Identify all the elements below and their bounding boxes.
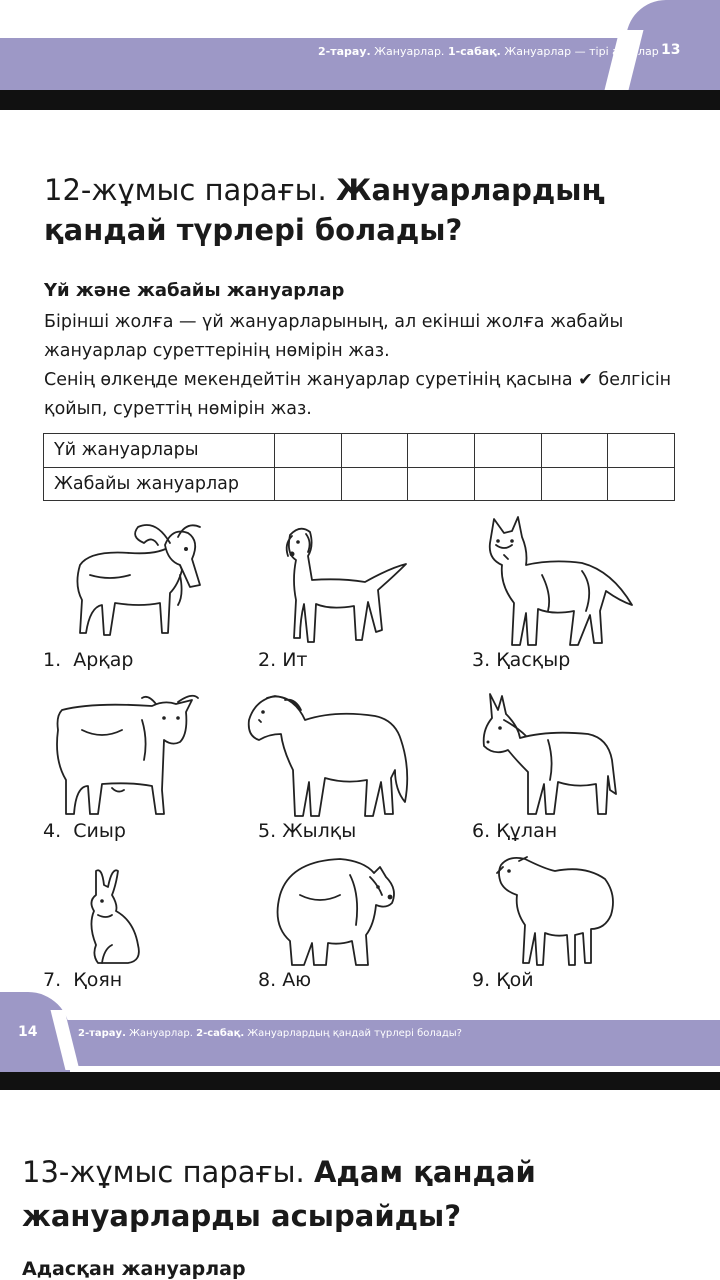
- section-heading: Үй және жабайы жануарлар: [44, 280, 345, 301]
- horse-illustration: [245, 690, 415, 820]
- answer-cell[interactable]: [474, 434, 541, 468]
- answer-cell[interactable]: [474, 467, 541, 501]
- instruction-2: Сенің өлкеңде мекендейтін жануарлар суретінің қасына ✔ белгісін қойып, суреттің нөмірін жаз.: [44, 370, 672, 419]
- animal-caption-3: 3. Қасқыр: [472, 649, 571, 671]
- worksheet-title: 12-жұмыс парағы. Жануарлардың қандай түрлері болады?: [44, 173, 605, 247]
- animal-caption-5: 5. Жылқы: [258, 820, 357, 842]
- row-label-wild: Жабайы жануарлар: [44, 467, 275, 501]
- answer-cell[interactable]: [608, 434, 675, 468]
- page-separator: [0, 90, 720, 110]
- answer-cell[interactable]: [408, 467, 475, 501]
- worksheet-title-13: 13-жұмыс парағы. Адам қандай жануарларды асырайды?: [22, 1155, 536, 1233]
- page-separator: [0, 1072, 720, 1090]
- page-number: 14: [18, 1024, 38, 1040]
- animal-caption-9: 9. Қой: [472, 969, 534, 991]
- sheep-illustration: [495, 855, 620, 970]
- animal-caption-2: 2. Ит: [258, 649, 308, 671]
- bear-illustration: [260, 855, 400, 970]
- answer-cell[interactable]: [541, 467, 608, 501]
- hare-illustration: [78, 865, 148, 970]
- table-row: [44, 467, 675, 501]
- answer-cell[interactable]: [275, 434, 342, 468]
- instructions: [44, 308, 684, 424]
- table-row: [44, 434, 675, 468]
- answer-cell[interactable]: [608, 467, 675, 501]
- row-label-domestic: Үй жануарлары: [44, 434, 275, 468]
- dog-illustration: [270, 520, 410, 650]
- answer-table: [43, 433, 675, 501]
- animal-caption-1: 1. Арқар: [43, 649, 134, 671]
- answer-cell[interactable]: [408, 434, 475, 468]
- answer-cell[interactable]: [541, 434, 608, 468]
- answer-cell[interactable]: [275, 467, 342, 501]
- animal-caption-8: 8. Аю: [258, 969, 312, 991]
- kulan-illustration: [478, 690, 628, 820]
- section-heading-13: Адасқан жануарлар: [22, 1258, 246, 1280]
- answer-cell[interactable]: [341, 467, 408, 501]
- animal-caption-7: 7. Қоян: [43, 969, 123, 991]
- cow-illustration: [52, 690, 212, 820]
- running-header: 2-тарау. Жануарлар. 1-сабақ. Жануарлар — тірі ағзалар: [318, 45, 659, 58]
- animal-caption-4: 4. Сиыр: [43, 820, 126, 842]
- animal-caption-6: 6. Құлан: [472, 820, 558, 842]
- running-footer: 2-тарау. Жануарлар. 2-сабақ. Жануарлардың қандай түрлері болады?: [78, 1028, 462, 1039]
- wolf-illustration: [482, 515, 642, 650]
- answer-cell[interactable]: [341, 434, 408, 468]
- page-number: 13: [661, 42, 681, 58]
- page-footer-band: [0, 1020, 720, 1066]
- instruction-1: Бірінші жолға — үй жануарларының, ал екінші жолға жабайы жануарлар суреттерінің нөмірін жаз.: [44, 312, 624, 361]
- argali-illustration: [60, 515, 220, 650]
